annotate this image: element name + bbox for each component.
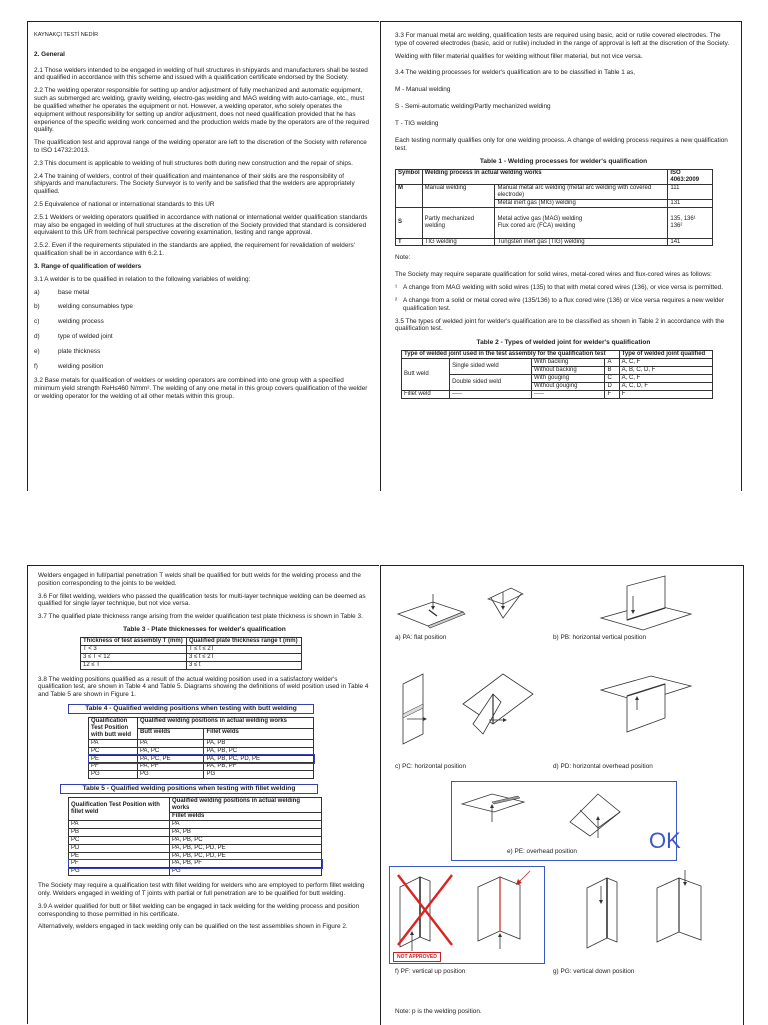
variables-list	[34, 289, 371, 371]
table-header: Thickness of test assembly T (mm)	[81, 638, 187, 646]
figure-pf-box	[389, 866, 545, 964]
table-header: Fillet welds	[170, 813, 322, 821]
table-cell: C	[605, 374, 619, 382]
table-header: Type of welded joint qualified	[619, 351, 712, 359]
caption-pf: f) PF: vertical up position	[395, 968, 466, 975]
figure-note: Note: p is the welding position.	[395, 1008, 482, 1015]
table-cell: With gouging	[532, 374, 605, 382]
table-cell: Without gouging	[532, 382, 605, 390]
table-cell: 136²	[668, 223, 713, 238]
footnote-1: ¹ A change from MAG welding with solid wires (135) to that with metal cored wires (136), or vice versa is permitted.	[395, 284, 724, 292]
table-cell: Partly mechanized welding	[422, 207, 495, 238]
table-cell: TIG welding	[422, 238, 495, 246]
paragraph-3-6: 3.6 For fillet welding, welders who passed the qualification tests for multi-layer technique welding can be deemed as qualified for single layer technique, but not vice versa.	[38, 592, 366, 608]
table-5	[68, 797, 322, 876]
list-item: d) type of welded joint	[34, 332, 113, 340]
section-3-title: 3. Range of qualification of welders	[34, 262, 142, 270]
table-5-caption: Table 5 - Qualified welding positions when testing with fillet welding	[60, 784, 318, 794]
not-approved-stamp: NOT APPROVED	[393, 952, 441, 962]
paragraph-3-2: 3.2 Base metals for qualification of welders or welding operators are combined into one group with a specified minimum yield strength ReH≤460 N/mm². The welding of any one metal in this group covers qualification of the welder or welding operator for the welding of all other metals within this group.	[34, 377, 368, 400]
table-cell: 141	[668, 238, 713, 246]
note-text: The Society may require separate qualification for solid wires, metal-cored wires and flux-cored wires as follows:	[395, 271, 712, 279]
pe-diagram-icon	[452, 782, 676, 842]
figure-pg	[577, 868, 717, 960]
list-item: e) plate thickness	[34, 347, 101, 355]
ok-annotation: OK	[649, 828, 681, 853]
caption-pa: a) PA: flat position	[395, 634, 447, 641]
table-cell: 111	[668, 185, 713, 200]
table-cell: Metal active gas (MAG) welding	[495, 207, 668, 222]
paragraph-2-5: 2.5 Equivalence of national or international standards to this UR	[34, 201, 215, 208]
paragraph-2-1: 2.1 Those welders intended to be engaged in welding of hull structures in shipyards and manufacturers shall be tested and qualified in accordance with this scheme and issued with a qualification certificate endorsed by the Society.	[34, 66, 368, 82]
table-row: PC PA, PC PA, PB, PC	[89, 747, 314, 755]
table-1-caption: Table 1 - Welding processes for welder's qualification	[479, 158, 648, 166]
table-row: PD PA, PB, PC, PD, PE	[69, 844, 322, 852]
table-row: PB PA, PB	[69, 828, 322, 836]
pf-diagram-icon	[390, 867, 544, 963]
paragraph-3-9: 3.9 A welder qualified for butt or fillet welding can be engaged in tack welding for the welding process and position corresponding to those permitted in his certificate.	[38, 902, 360, 918]
pc-diagram-icon	[393, 664, 543, 756]
table-cell: A, B, C, D, F	[619, 366, 712, 374]
document-page-1	[27, 21, 379, 491]
table-row: PG PG PG	[89, 771, 314, 779]
table-cell: B	[605, 366, 619, 374]
paragraph-3-4: 3.4 The welding processes for welder's qualification are to be classified in Table 1 as,	[395, 69, 636, 77]
list-item: a) base metal	[34, 288, 90, 296]
table-3-caption: Table 3 - Plate thicknesses for welder's qualification	[123, 626, 286, 634]
table-row: 12 ≤ T 3 ≤ t	[81, 661, 302, 669]
caption-pc: c) PC: horizontal position	[395, 763, 467, 770]
table-cell: F	[619, 390, 712, 398]
paragraph-2-2b: The qualification test and approval range of the welding operator are left to the discretion of the Society with reference to ISO 14732:2013.	[34, 139, 367, 154]
pg-diagram-icon	[577, 868, 717, 960]
paragraph-2-5-1: 2.5.1 Welders or welding operators qualified in accordance with national or international welder qualification standards may also be engaged in welding of hull structures at the discretion of the Society provided that standard is considered equivalent to this UR from technical perspective covering examination, testing and range approval.	[34, 213, 368, 237]
table-cell: Tungsten inert gas (TIG) welding	[495, 238, 668, 246]
table-cell: -----	[532, 390, 605, 398]
figure-pa	[393, 574, 543, 636]
table-cell: A, C, F	[619, 359, 712, 367]
page-header: KAYNAKÇI TESTİ NEDİR	[34, 32, 99, 38]
table-cell: D	[605, 382, 619, 390]
process-t: T - TIG welding	[395, 119, 439, 127]
paragraph-alternatively: Alternatively, welders engaged in tack welding only can be qualified on the test assemblies shown in Figure 2.	[38, 923, 348, 931]
footnote-2: ² A change from a solid or metal cored wire (135/136) to a flux cored wire (136) or vice versa requires a new welder qualification test.	[395, 296, 725, 312]
table-cell: Manual metal arc welding (metal arc welding with covered electrode)	[495, 185, 668, 200]
paragraph-3-5: 3.5 The types of welded joint for welder's qualification are to be classified as shown in Table 2 in accordance with the qualification test.	[395, 317, 725, 333]
table-row: PA PA	[69, 820, 322, 828]
caption-pg: g) PG: vertical down position	[553, 968, 635, 975]
table-cell: Fillet weld	[402, 390, 450, 398]
table-3	[80, 637, 302, 670]
caption-pd: d) PD: horizontal overhead position	[553, 763, 653, 770]
note-label: Note:	[395, 254, 411, 262]
table-4-caption: Table 4 - Qualified welding positions when testing with butt welding	[68, 704, 314, 714]
paragraph-3-7: 3.7 The qualified plate thickness range arising from the welder qualification test plate thickness is shown in Table 3.	[38, 613, 363, 621]
table-header: Type of welded joint used in the test assembly for the qualification test	[402, 351, 620, 359]
table-cell: M	[396, 185, 423, 208]
document-page-4-figure	[380, 565, 744, 1025]
section-2-title: 2. General	[34, 50, 65, 58]
table-cell: A, C, D, F	[619, 382, 712, 390]
paragraph-2-3: 2.3 This document is applicable to welding of hull structures both during new construction and the repair of ships.	[34, 159, 353, 167]
table-row: PE PA, PB, PC, PD, PE	[69, 852, 322, 860]
list-item: c) welding process	[34, 318, 104, 326]
paragraph-filler: Welding with filler material qualifies for welding without filler material, but not vice versa.	[395, 52, 643, 60]
caption-pe: e) PE: overhead position	[507, 848, 577, 855]
table-cell: T	[396, 238, 423, 246]
table-row: PA PA PA, PB	[89, 739, 314, 747]
table-cell: Butt weld	[402, 359, 450, 391]
table-header: Symbol	[396, 170, 423, 185]
table-row: T < 3 T ≤ t ≤ 2T	[81, 645, 302, 653]
table-cell: -----	[450, 390, 532, 398]
table-cell: Metal inert gas (MIG) welding	[495, 199, 668, 207]
table-header: Qualification Test Position with butt weld	[89, 718, 138, 740]
table-2	[401, 350, 713, 398]
table-header: Butt welds	[138, 728, 204, 739]
process-s: S - Semi-automatic welding/Partly mechanized welding	[395, 103, 551, 111]
table-header: Qualified welding positions in actual welding works	[170, 798, 322, 813]
table-header: Fillet welds	[204, 728, 314, 739]
paragraph-2-2: 2.2 The welding operator responsible for setting up and/or adjustment of fully mechanized and automatic equipment, such as submerged arc welding, gravity welding, electro-gas welding and MAG welding with auto-carriage, etc., must be qualified whether he operates the equipment or not. However, a welding operator, who solely operates the equipment without responsibility for setting up and/or adjustment, does not need qualification provided that he has experience of the specific welding work concerned and the production welds made by the operators are of the required quality.	[34, 87, 369, 134]
table-cell: With backing	[532, 359, 605, 367]
process-m: M - Manual welding	[395, 86, 451, 94]
table-2-caption: Table 2 - Types of welded joint for welder's qualification	[476, 339, 651, 347]
paragraph-t-joints: Welders engaged in full/partial penetration T welds shall be qualified for butt welds for the welding process and the position corresponding to the joints to be welded.	[38, 572, 361, 587]
list-item: b) welding consumables type	[34, 303, 133, 311]
table-header: Qualification Test Position with fillet weld	[69, 798, 170, 821]
document-page-2	[380, 21, 742, 491]
table-cell: Flux cored arc (FCA) welding	[495, 223, 668, 238]
pa-diagram-icon	[393, 574, 543, 636]
paragraph-2-5-2: 2.5.2. Even if the requirements stipulated in the standards are applied, the requirement for revalidation of welders' qualification shall be in accordance with 6.2.1.	[34, 242, 355, 258]
table-row-highlighted: PE PA, PC, PE PA, PB, PC, PD, PE	[89, 755, 314, 763]
table-cell: Double sided weld	[450, 374, 532, 390]
caption-pb: b) PB: horizontal vertical position	[553, 634, 647, 641]
table-cell: A	[605, 359, 619, 367]
table-cell: 131	[668, 199, 713, 207]
table-cell: 135, 136¹	[668, 207, 713, 222]
table-header: Qualified plate thickness range t (mm)	[186, 638, 301, 646]
table-header: Qualified welding positions in actual welding works	[138, 718, 314, 729]
paragraph-2-4: 2.4 The training of welders, control of their qualification and maintenance of their skills are the responsibility of shipyards and manufacturers. The Society Surveyor is to verify and be satisfied that the welders are appropriately qualified.	[34, 172, 355, 196]
figure-pc	[393, 664, 543, 756]
table-row: PC PA, PB, PC	[69, 836, 322, 844]
pb-diagram-icon	[591, 574, 701, 636]
paragraph-3-3: 3.3 For manual metal arc welding, qualification tests are required using basic, acid or rutile covered electrodes. The type of covered electrodes (basic, acid or rutile) included in the range of approval is left at the discretion of the Society.	[395, 32, 730, 47]
table-cell: S	[396, 207, 423, 238]
figure-pb	[591, 574, 701, 636]
table-cell: Manual welding	[422, 185, 495, 208]
paragraph-3-8: 3.8 The welding positions qualified as a result of the actual welding position used in a satisfactory welder's qualification test, are shown in Table 4 and Table 5. Diagrams showing the definitions of weld position used in Table 4 and Table 5 are shown in Figure 1.	[38, 675, 369, 699]
table-row-highlighted: PF PA, PB, PF	[69, 860, 322, 868]
table-cell: Single sided weld	[450, 359, 532, 375]
paragraph-3-1: 3.1 A welder is to be qualified in relation to the following variables of welding:	[34, 275, 251, 283]
table-4	[88, 717, 314, 779]
paragraph-each-test: Each testing normally qualifies only for one welding process. A change of welding process requires a new qualification test.	[395, 136, 728, 152]
pd-diagram-icon	[591, 670, 701, 758]
table-cell: A, C, F	[619, 374, 712, 382]
table-header: Welding process in actual welding works	[422, 170, 668, 185]
table-header: ISO 4063:2009	[668, 170, 713, 185]
table-row: 3 ≤ T < 12 3 ≤ t ≤ 2T	[81, 653, 302, 661]
table-cell: F	[605, 390, 619, 398]
table-1	[395, 169, 713, 246]
paragraph-society-fillet: The Society may require a qualification test with fillet welding for welders who are employed to perform fillet welding only. Welders engaged in welding of T joints with partial or full penetration are to be qualified for butt welding.	[38, 882, 365, 897]
document-page-3	[27, 565, 379, 1024]
table-cell: Without backing	[532, 366, 605, 374]
table-row: PF PA, PF PA, PB, PF	[89, 763, 314, 771]
table-row: PG PG	[69, 868, 322, 876]
list-item: f) welding position	[34, 362, 104, 370]
figure-pd	[591, 670, 701, 758]
